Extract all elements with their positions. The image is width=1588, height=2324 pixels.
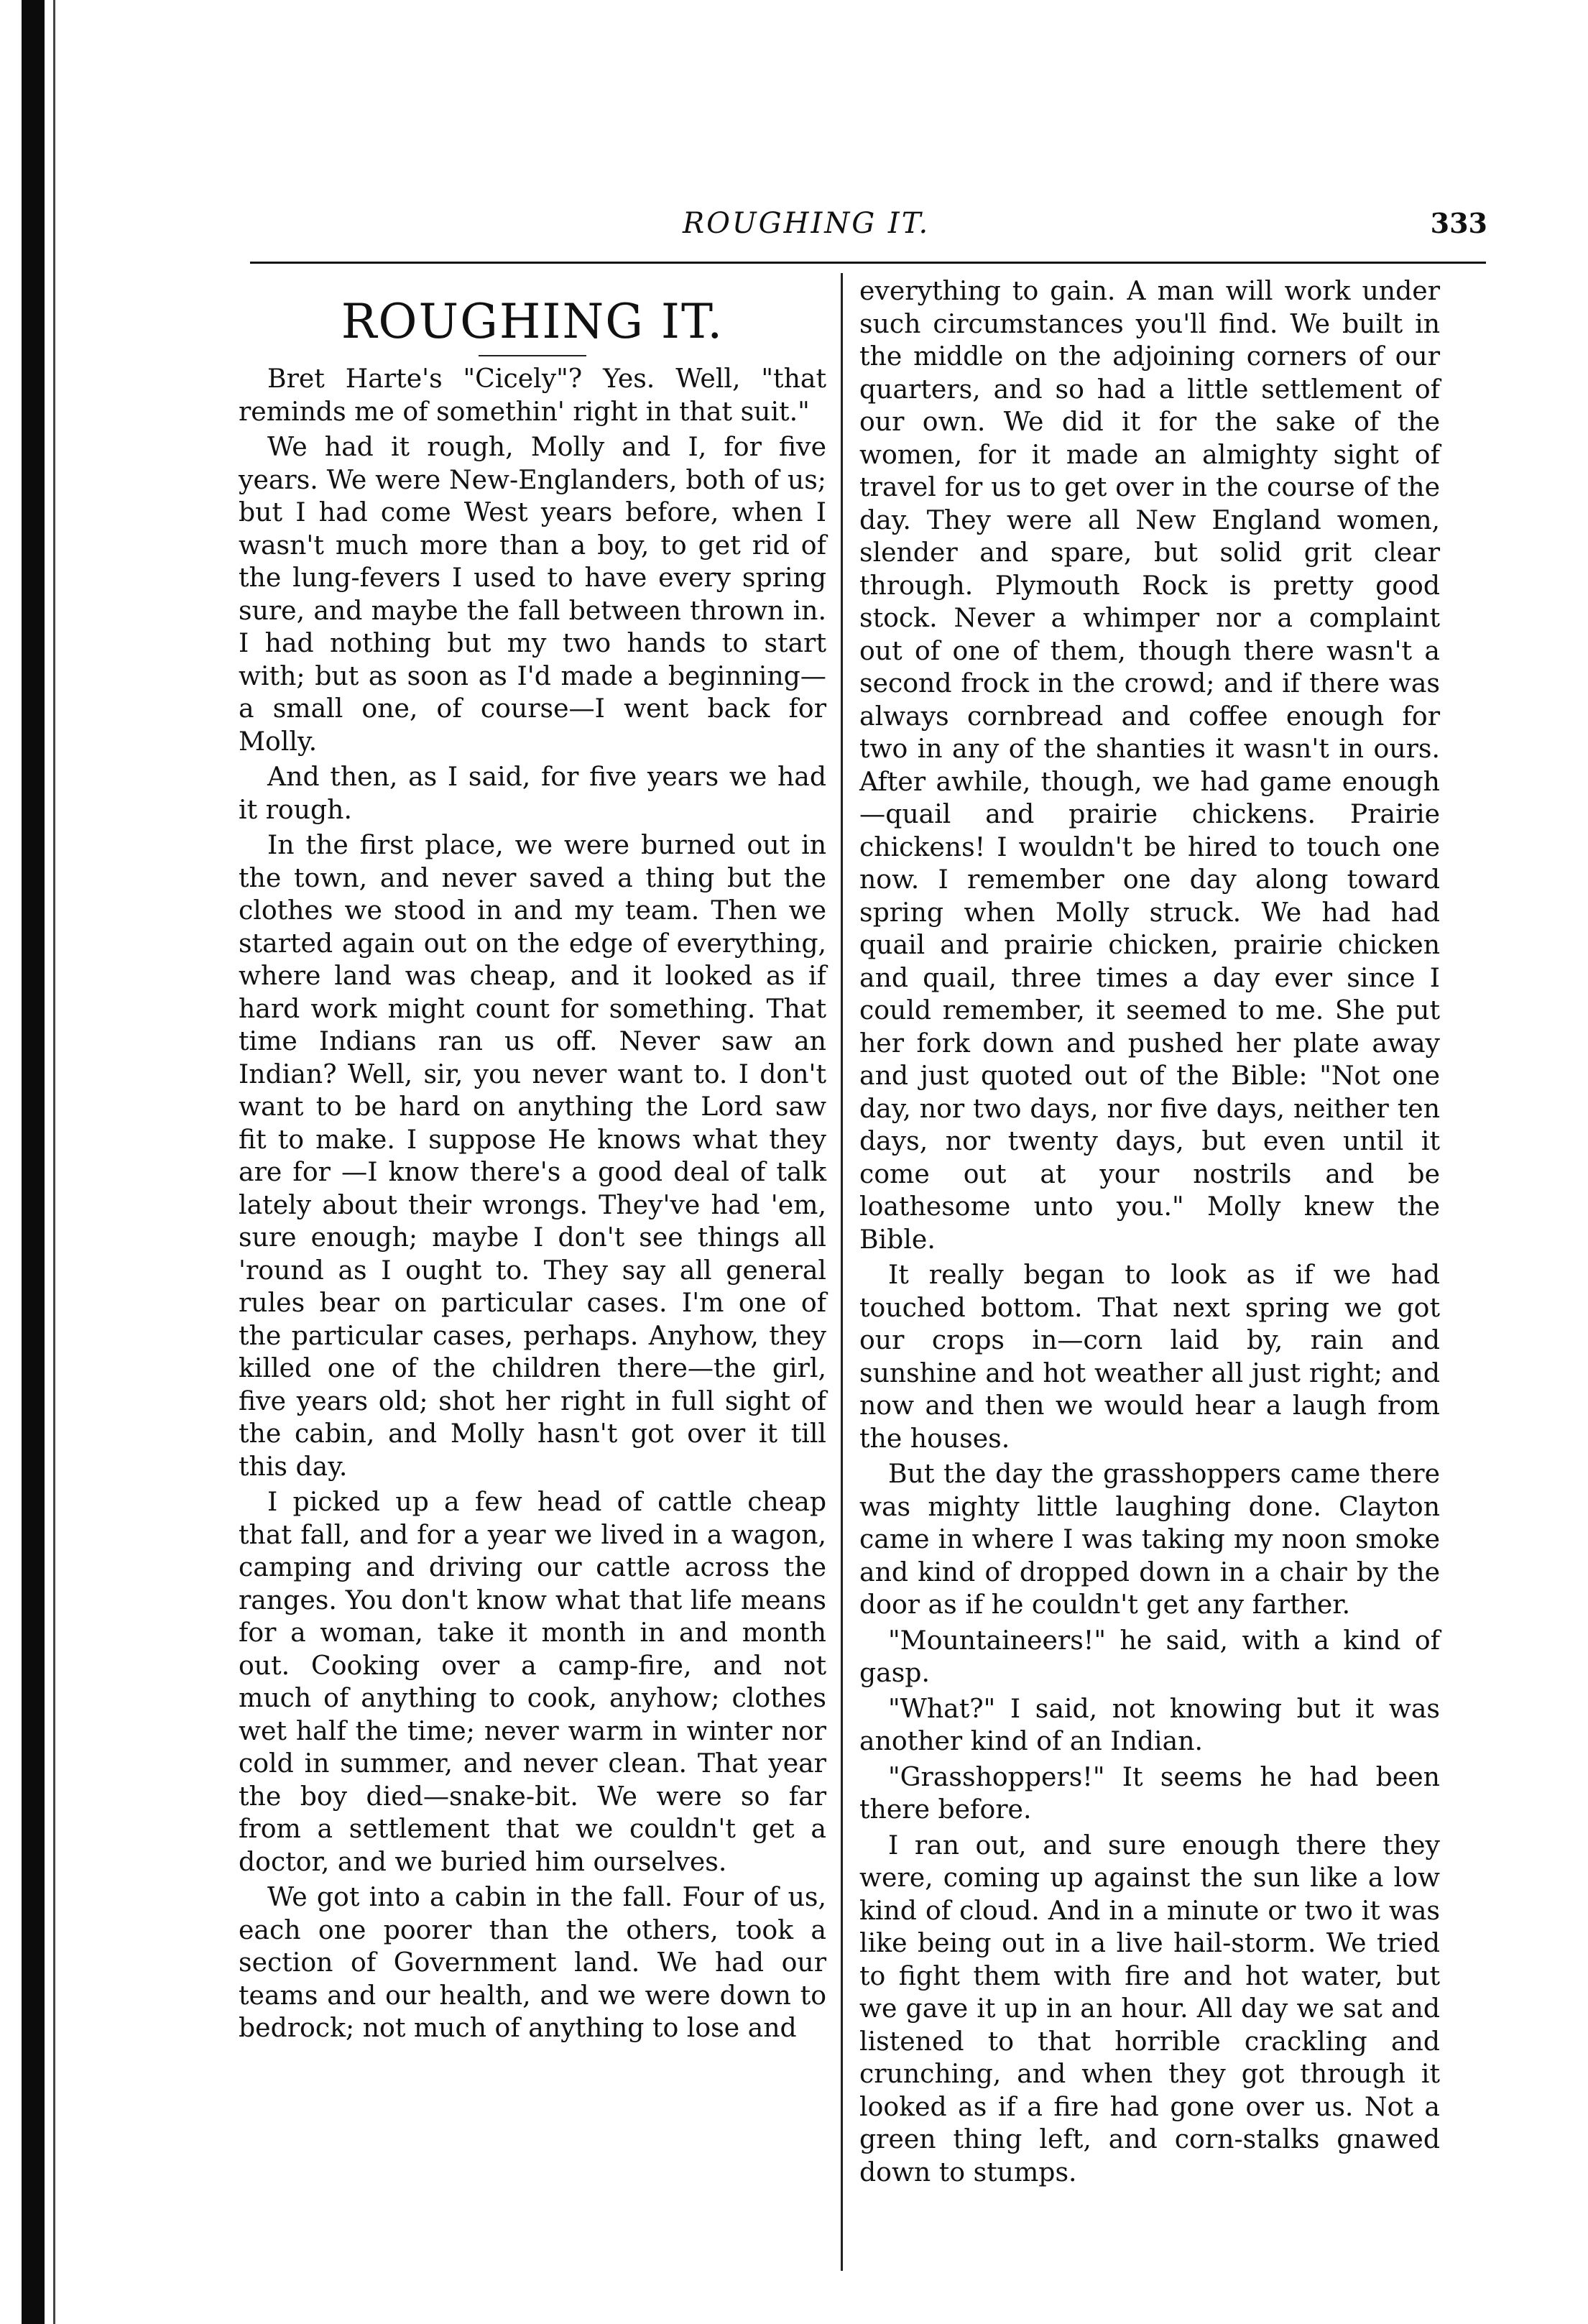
paragraph: I ran out, and sure enough there they were, coming up against the sun like a low kind of cloud. And in a minute or two it was like being out in a live hail-storm. We tried to fight them with fire and hot water, but we gave it up in an hour. All day we sat and listened to that horrible crackling and crunching, and when they got through it looked as if a fire had gone over us. Not a green thing left, and corn-stalks gnawed down to stumps. (859, 1829, 1440, 2187)
paragraph: everything to gain. A man will work under such circumstances you'll find. We built in the middle on the adjoining corners of our quarters, and so had a little settlement of our own. We did it for the sake of the women, for it made an almighty sight of travel for us to get over in the course of the day. They were all New England women, slender and spare, but solid grit clear through. Plymouth Rock is pretty good stock. Never a whimper nor a complaint out of one of them, though there wasn't a second frock in the crowd; and if there was always cornbread and coffee enough for two in any of the shanties it wasn't in ours. After awhile, though, we had game enough—quail and prairie chickens. Prairie chickens! I wouldn't be hired to touch one now. I remember one day along toward spring when Molly struck. We had had quail and prairie chicken, prairie chicken and quail, three times a day ever since I could remember, it seemed to me. She put her fork down and pushed her plate away and just quoted out of the Bible: "Not one day, nor two days, nor five days, neither ten days, nor twenty days, but even until it come out at your nostrils and be loathesome unto you." Molly knew the Bible. (859, 275, 1440, 1255)
paragraph: We got into a cabin in the fall. Four of us, each one poorer than the others, took a section of Government land. We had our teams and our health, and we were down to bedrock; not much of anything to lose and (239, 1881, 826, 2043)
title-rule (479, 355, 586, 356)
paragraph: It really began to look as if we had touched bottom. That next spring we got our crops in—corn laid by, rain and sunshine and hot weather all just right; and now and then we would hear a laugh from the houses. (859, 1259, 1440, 1454)
paragraph: "Grasshoppers!" It seems he had been there before. (859, 1761, 1440, 1825)
paragraph: Bret Harte's "Cicely"? Yes. Well, "that reminds me of somethin' right in that suit." (239, 363, 826, 427)
page-binding-line (53, 0, 55, 2324)
right-column (859, 275, 1440, 2191)
column-divider (841, 273, 843, 2271)
paragraph: In the first place, we were burned out in the town, and never saved a thing but the clothes we stood in and my team. Then we started again out on the edge of everything, where land was cheap, and it looked as if hard work might count for something. That time Indians ran us off. Never saw an Indian? Well, sir, you never want to. I don't want to be hard on anything the Lord saw fit to make. I suppose He knows what they are for —I know there's a good deal of talk lately about their wrongs. They've had 'em, sure enough; maybe I don't see things all 'round as I ought to. They say all general rules bear on particular cases. I'm one of the particular cases, perhaps. Anyhow, they killed one of the children there—the girl, five years old; shot her right in full sight of the cabin, and Molly hasn't got over it till this day. (239, 829, 826, 1482)
page-number: 333 (1430, 207, 1487, 239)
paragraph: I picked up a few head of cattle cheap that fall, and for a year we lived in a wagon, camping and driving our cattle across the ranges. You don't know what that life means for a woman, take it month in and month out. Cooking over a camp-fire, and not much of anything to cook, anyhow; clothes wet half the time; never warm in winter nor cold in summer, and never clean. That year the boy died—snake-bit. We were so far from a settlement that we couldn't get a doctor, and we buried him ourselves. (239, 1486, 826, 1877)
paragraph: "Mountaineers!" he said, with a kind of gasp. (859, 1624, 1440, 1688)
header-rule (250, 262, 1486, 264)
article-title: ROUGHING IT. (341, 294, 724, 349)
paragraph: "What?" I said, not knowing but it was another kind of an Indian. (859, 1692, 1440, 1756)
paragraph: But the day the grasshoppers came there was mighty little laughing done. Clayton came in where I was taking my noon smoke and kind of dropped down in a chair by the door as if he couldn't get any farther. (859, 1458, 1440, 1620)
running-header (251, 207, 1487, 250)
running-title: ROUGHING IT. (683, 207, 931, 240)
left-column (239, 275, 826, 2047)
paragraph: And then, as I said, for five years we had it rough. (239, 761, 826, 825)
page-binding-shadow (22, 0, 45, 2324)
paragraph: We had it rough, Molly and I, for five years. We were New-Englanders, both of us; but I had come West years before, when I wasn't much more than a boy, to get rid of the lung-fevers I used to have every spring sure, and maybe the fall between thrown in. I had nothing but my two hands to start with; but as soon as I'd made a beginning—a small one, of course—I went back for Molly. (239, 431, 826, 757)
